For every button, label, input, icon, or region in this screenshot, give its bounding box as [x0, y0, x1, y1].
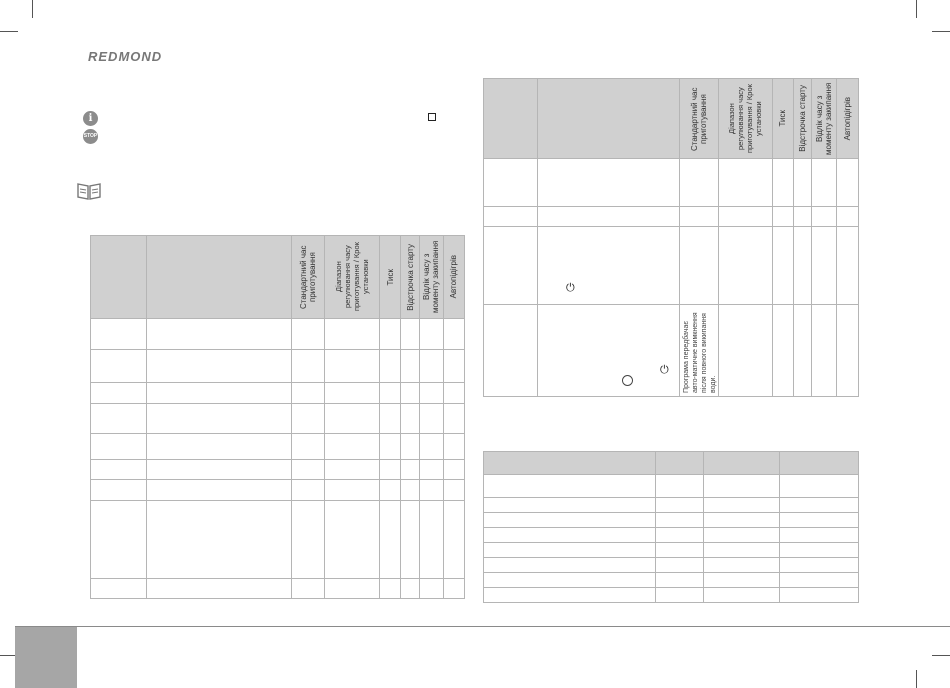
table-row	[91, 383, 465, 404]
header-label: Автопідігрів	[843, 96, 853, 141]
header-label: Стандартний час приготування	[299, 245, 318, 309]
header-label: Автопідігрів	[449, 255, 459, 299]
table-row	[91, 434, 465, 460]
table-header-row	[484, 452, 859, 475]
table-row	[91, 501, 465, 579]
table-row	[484, 588, 859, 603]
checkbox-icon	[428, 113, 436, 121]
crop-mark	[32, 0, 33, 18]
header-label: Діапазон регулювання часу приготування / Крок установки	[334, 242, 371, 312]
footer-rule	[15, 626, 950, 627]
table-row	[91, 480, 465, 501]
header-cell	[484, 79, 538, 159]
info-icon: i	[83, 111, 98, 126]
header-label: Відстрочка старту	[798, 85, 808, 152]
header-keepwarm	[443, 236, 464, 319]
header-label: Стандартний час приготування	[689, 86, 708, 151]
header-delay	[793, 79, 812, 159]
crop-mark	[916, 0, 917, 18]
crop-mark	[0, 31, 18, 32]
book-icon	[76, 182, 102, 201]
header-label: Відстрочка старту	[405, 243, 415, 311]
note-cell	[679, 305, 718, 397]
indicator-ring-icon	[622, 375, 633, 386]
header-label: Тиск	[778, 110, 788, 127]
header-label: Тиск	[385, 268, 395, 286]
table-row	[484, 558, 859, 573]
header-keepwarm	[837, 79, 859, 159]
table-row	[484, 573, 859, 588]
header-std-time	[679, 79, 718, 159]
table-row	[484, 475, 859, 498]
header-label: Відлік часу з моменту закипання	[815, 82, 834, 155]
header-pressure	[773, 79, 794, 159]
table-row	[484, 528, 859, 543]
table-row	[484, 227, 859, 305]
table-row	[484, 207, 859, 227]
header-cell	[146, 236, 291, 319]
header-range	[718, 79, 773, 159]
table-row	[91, 579, 465, 599]
table-row	[484, 513, 859, 528]
table-header-row	[91, 236, 465, 319]
crop-mark	[932, 31, 950, 32]
power-icon: ⏻	[660, 363, 669, 376]
table-row	[91, 319, 465, 350]
crop-mark	[916, 670, 917, 688]
specs-table	[483, 451, 859, 603]
right-program-table	[483, 78, 859, 397]
program-note: Програма передбачає авто-матичне вимкнення після повного википання води.	[682, 312, 717, 393]
table-header-row	[484, 79, 859, 159]
table-row	[484, 159, 859, 207]
header-countdown	[420, 236, 444, 319]
header-pressure	[380, 236, 401, 319]
table-row	[91, 350, 465, 383]
header-cell	[91, 236, 147, 319]
header-delay	[401, 236, 420, 319]
header-label: Відлік часу з моменту закипання	[422, 240, 441, 314]
table-row	[484, 498, 859, 513]
crop-mark	[932, 655, 950, 656]
table-row	[484, 305, 859, 397]
header-cell	[537, 79, 679, 159]
brand-logo: REDMOND	[88, 49, 163, 64]
table-row	[484, 543, 859, 558]
page-number-tab	[15, 627, 77, 688]
table-row	[91, 460, 465, 480]
stop-icon: STOP	[83, 129, 98, 144]
power-icon: ⏻	[566, 281, 575, 294]
header-label: Діапазон регулювання часу приготування / Крок установки	[727, 84, 764, 153]
left-program-table	[90, 235, 465, 599]
header-countdown	[812, 79, 837, 159]
header-range	[325, 236, 380, 319]
table-row	[91, 404, 465, 434]
header-std-time	[292, 236, 325, 319]
